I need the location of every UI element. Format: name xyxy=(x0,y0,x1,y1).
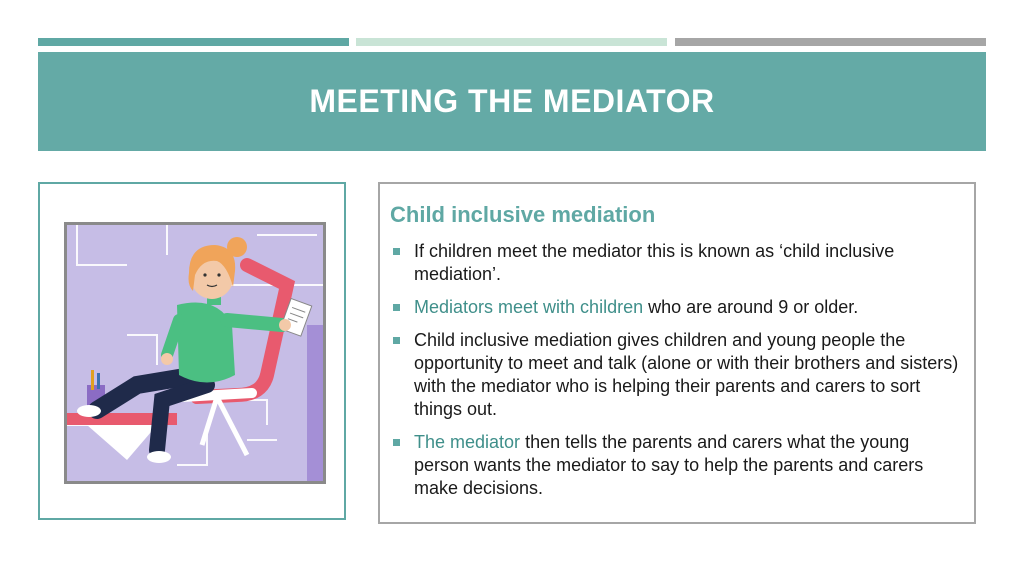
bullet-text: Child inclusive mediation gives children and young people the opportunity to meet and talk (alone or with their brothers and sisters) with the mediator who is helping their parents and carers to sort things out. xyxy=(414,330,959,419)
accent-bar-gray xyxy=(675,38,986,46)
bullet-lead: The mediator xyxy=(414,432,521,452)
bullet-list xyxy=(390,240,962,510)
accent-bar-teal xyxy=(38,38,349,46)
bullet-lead: Mediators meet with children xyxy=(414,297,644,317)
illustration-frame xyxy=(38,182,346,520)
section-heading: Child inclusive mediation xyxy=(390,202,656,227)
bullet-text: who are around 9 or older. xyxy=(643,297,859,317)
bullet-item xyxy=(390,240,962,286)
bullet-text: If children meet the mediator this is known as ‘child inclusive mediation’. xyxy=(414,241,895,284)
bullet-item xyxy=(390,296,962,319)
title-banner xyxy=(38,52,986,151)
bullet-item xyxy=(390,431,962,500)
accent-bar-light-green xyxy=(356,38,667,46)
content-panel xyxy=(378,182,976,524)
slide-title: MEETING THE MEDIATOR xyxy=(309,83,715,119)
bullet-text: then tells the parents and carers what the young person wants the mediator to say to help the parents and carers make decisions. xyxy=(414,432,924,498)
bullet-item xyxy=(390,329,962,421)
woman-on-chair-illustration xyxy=(67,225,323,481)
illustration-picture xyxy=(64,222,326,484)
